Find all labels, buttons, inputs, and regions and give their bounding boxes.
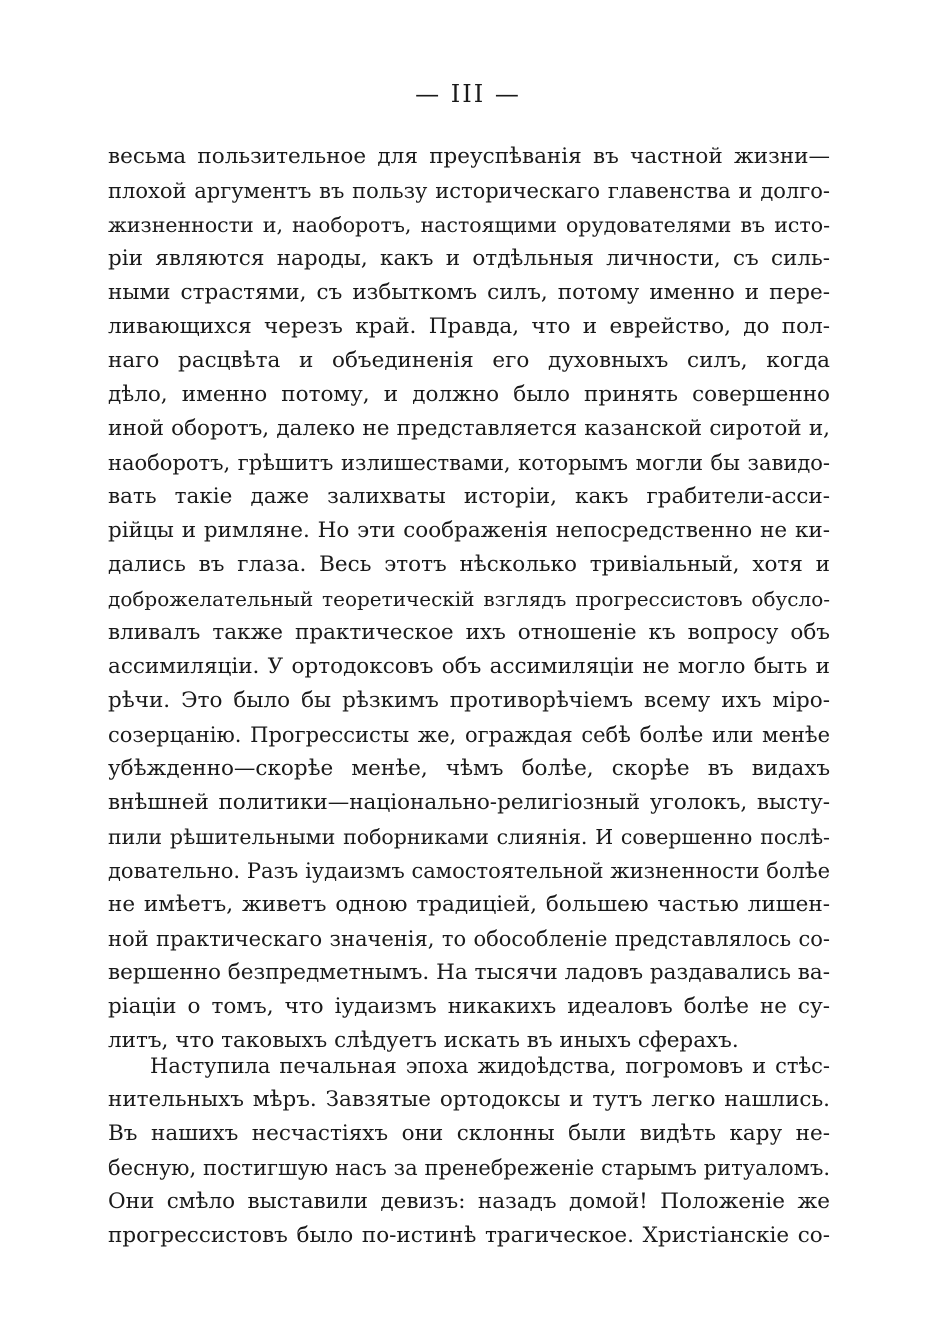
text-line: рійцы и римляне. Но эти соображенія непосредственно не ки-: [108, 518, 830, 543]
text-line: вливалъ также практическое ихъ отношеніе къ вопросу объ: [108, 620, 830, 645]
text-line: плохой аргументъ въ пользу историческаго главенства и долго-: [108, 179, 830, 203]
text-line: бесную, постигшую насъ за пренебреженіе старымъ ритуаломъ.: [108, 1156, 830, 1180]
text-line: дѣло, именно потому, и должно было принять совершенно: [108, 382, 830, 407]
text-line: ливающихся черезъ край. Правда, что и еврейство, до пол-: [108, 314, 830, 339]
text-line: жизненности и, наоборотъ, настоящими орудователями въ исто-: [108, 213, 830, 237]
text-line: пили рѣшительными поборниками слиянія. И совершенно послѣ-: [108, 825, 830, 849]
text-line: Наступила печальная эпоха жидоѣдства, погромовъ и стѣс-: [150, 1054, 830, 1078]
text-line: наоборотъ, грѣшитъ излишествами, которымъ могли бы завидо-: [108, 451, 830, 475]
paragraph-1: [108, 140, 830, 1058]
text-line: ассимиляціи. У ортодоксовъ объ ассимиляціи не могло быть и: [108, 654, 830, 679]
text-line: прогрессистовъ было по-истинѣ трагическое. Христіанскіе со-: [108, 1223, 830, 1248]
text-line: убѣжденно—скорѣе менѣе, чѣмъ болѣе, скорѣе въ видахъ: [108, 756, 830, 781]
text-line: литъ, что таковыхъ слѣдуетъ искать въ иныхъ сферахъ.: [108, 1028, 739, 1053]
text-line: ріи являются народы, какъ и отдѣльныя личности, съ силь-: [108, 246, 830, 271]
text-line: вать такіе даже залихваты исторіи, какъ грабители-асси-: [108, 484, 830, 509]
text-line: довательно. Разъ іудаизмъ самостоятельной жизненности болѣе: [108, 859, 830, 883]
paragraph-2: [108, 1049, 830, 1253]
text-line: созерцанію. Прогрессисты же, ограждая себѣ болѣе или менѣе: [108, 723, 830, 747]
text-line: дались въ глаза. Весь этотъ нѣсколько тривіальный, хотя и: [108, 552, 830, 577]
text-line: ріаціи о томъ, что іудаизмъ никакихъ идеаловъ болѣе не су-: [108, 994, 830, 1019]
text-line: Они смѣло выставили девизъ: назадъ домой! Положеніе же: [108, 1189, 830, 1214]
text-line: внѣшней политики—національно-религіозный уголокъ, высту-: [108, 790, 830, 815]
text-line: наго расцвѣта и объединенія его духовныхъ силъ, когда: [108, 348, 830, 373]
text-line: ной практическаго значенія, то обособленіе представлялось со-: [108, 927, 830, 951]
page-number: — III —: [415, 80, 521, 108]
text-line: нительныхъ мѣръ. Завзятые ортодоксы и тутъ легко нашлись.: [108, 1087, 830, 1112]
text-line: Въ нашихъ несчастіяхъ они склонны были видѣть кару не-: [108, 1121, 830, 1146]
text-line: ными страстями, съ избыткомъ силъ, потому именно и пере-: [108, 280, 830, 305]
text-line: вершенно безпредметнымъ. На тысячи ладовъ раздавались ва-: [108, 960, 830, 985]
text-line: иной оборотъ, далеко не представляется казанской сиротой и,: [108, 416, 830, 441]
text-line: доброжелательный теоретическій взглядъ прогрессистовъ обусло-: [108, 587, 830, 611]
text-line: рѣчи. Это было бы рѣзкимъ противорѣчіемъ всему ихъ міро-: [108, 688, 830, 713]
text-line: весьма пользительное для преуспѣванія въ частной жизни—: [108, 144, 830, 169]
text-line: не имѣетъ, живетъ одною традиціей, большею частью лишен-: [108, 892, 830, 917]
